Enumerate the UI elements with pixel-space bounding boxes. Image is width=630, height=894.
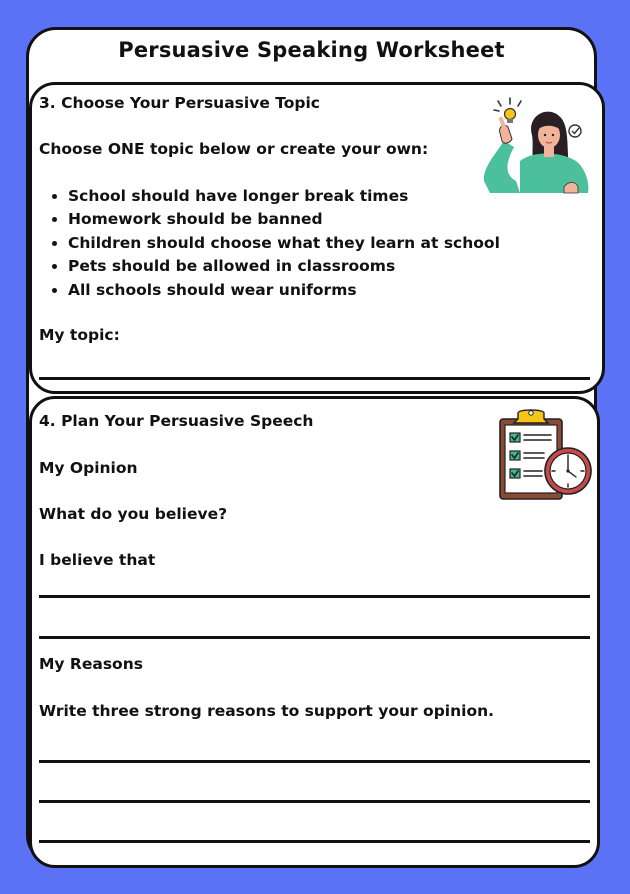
topic-list-item: • Pets should be allowed in classrooms <box>68 255 500 278</box>
topic-list <box>52 185 500 302</box>
opinion-starter: I believe that <box>39 551 156 569</box>
topic-section-card <box>29 82 605 394</box>
opinion-write-line[interactable] <box>39 595 590 598</box>
my-topic-write-line[interactable] <box>39 377 590 380</box>
opinion-heading: My Opinion <box>39 459 138 477</box>
reason-write-line[interactable] <box>39 760 590 763</box>
opinion-question: What do you believe? <box>39 505 228 523</box>
reasons-instruction: Write three strong reasons to support your opinion. <box>39 702 495 720</box>
opinion-write-line[interactable] <box>39 636 590 639</box>
reason-write-line[interactable] <box>39 840 590 843</box>
reasons-heading: My Reasons <box>39 655 143 673</box>
clipboard-checklist-clock-icon <box>496 409 594 503</box>
worksheet-page <box>26 27 597 865</box>
my-topic-label: My topic: <box>39 326 120 344</box>
topic-list-item: • Homework should be banned <box>68 208 500 231</box>
reason-write-line[interactable] <box>39 800 590 803</box>
thinking-person-lightbulb-icon <box>480 95 592 199</box>
worksheet-title: Persuasive Speaking Worksheet <box>118 38 505 62</box>
topic-list-item: • Children should choose what they learn at school <box>68 232 500 255</box>
topic-list-item: • School should have longer break times <box>68 185 500 208</box>
topic-list-item: • All schools should wear uniforms <box>68 279 500 302</box>
topic-section-heading: 3. Choose Your Persuasive Topic <box>39 94 320 112</box>
plan-section-card <box>29 396 600 868</box>
topic-instruction: Choose ONE topic below or create your own: <box>39 140 429 158</box>
plan-section-heading: 4. Plan Your Persuasive Speech <box>39 412 314 430</box>
